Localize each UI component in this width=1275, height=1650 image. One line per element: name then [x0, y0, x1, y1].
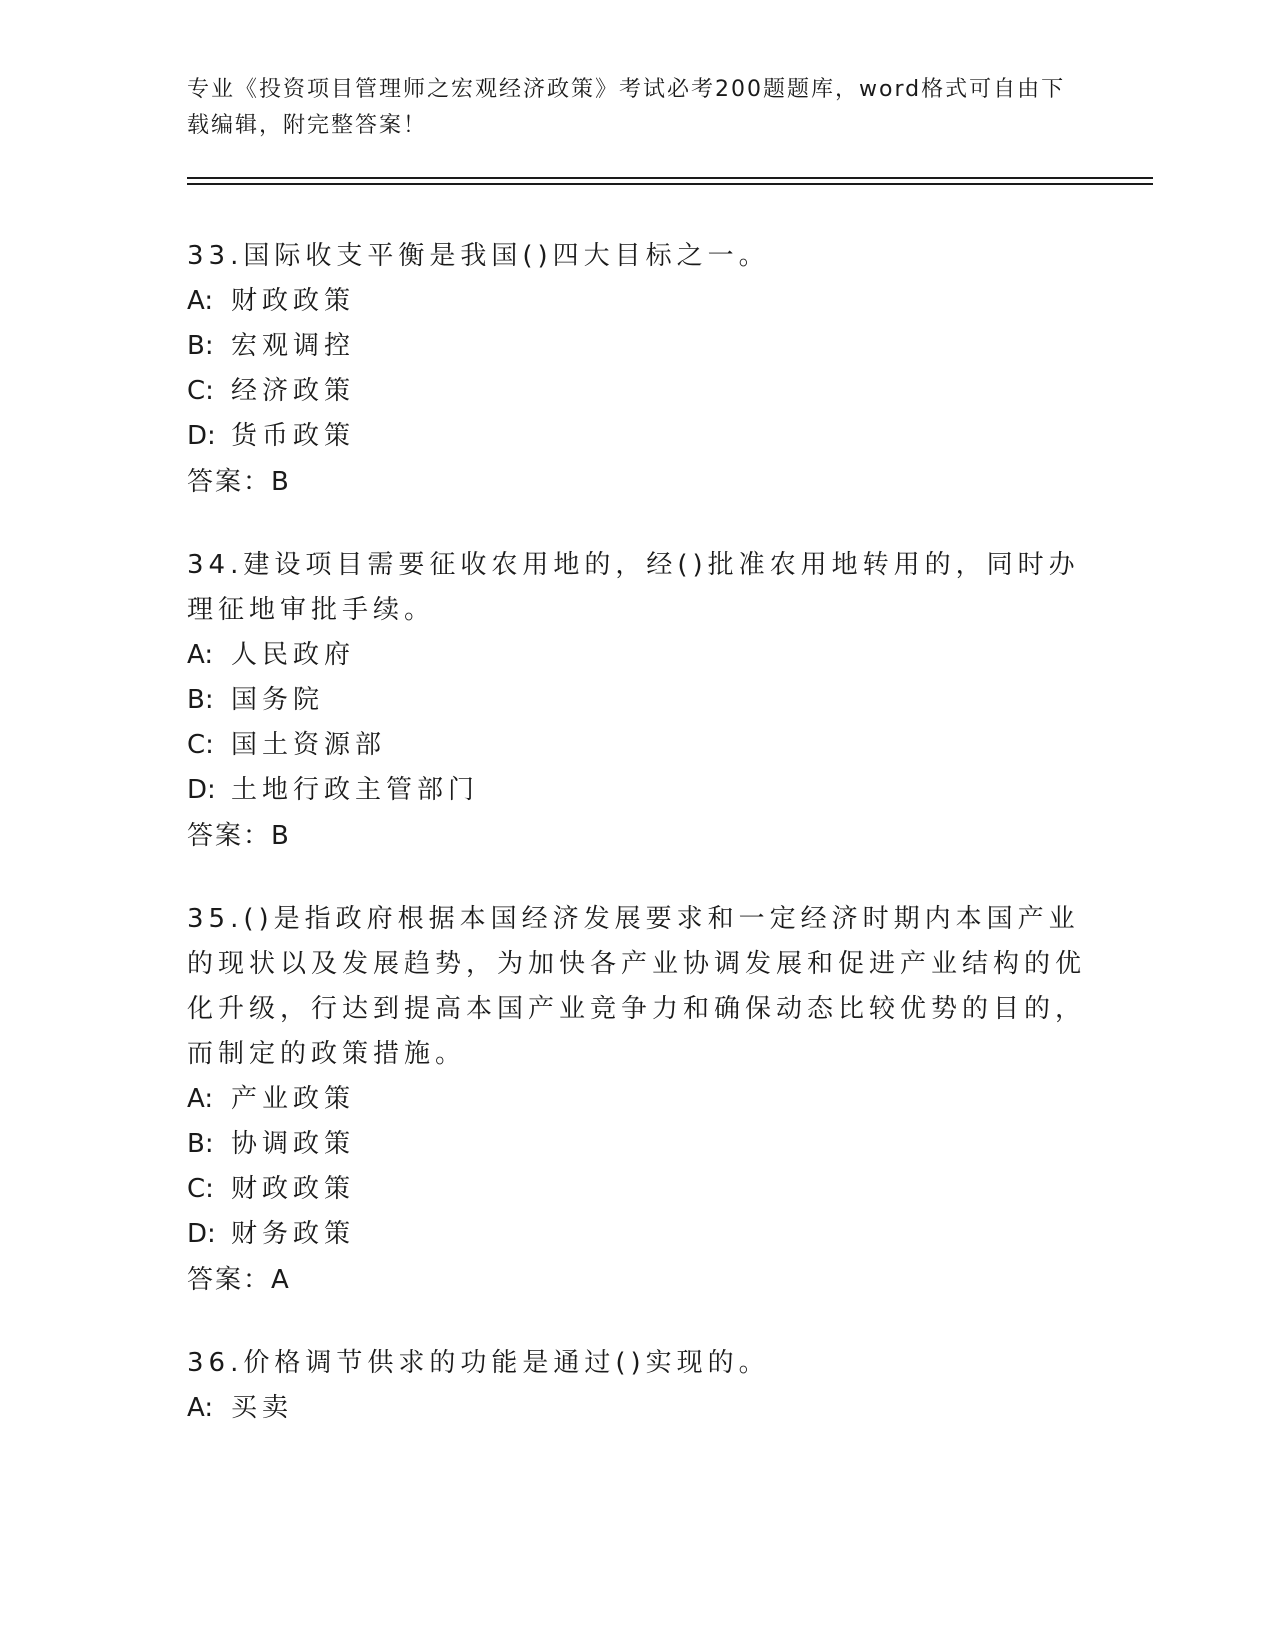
option-text: 土地行政主管部门	[231, 775, 480, 805]
option-a	[187, 1386, 1087, 1431]
option-text: 国土资源部	[231, 730, 387, 760]
header-divider-top	[187, 177, 1153, 179]
question-36	[187, 1341, 1087, 1431]
option-c	[187, 1167, 1087, 1212]
option-c	[187, 723, 1087, 768]
option-a	[187, 1077, 1087, 1122]
option-text: 人民政府	[231, 640, 356, 670]
question-list	[187, 234, 1087, 1469]
question-text: 36.价格调节供求的功能是通过()实现的。	[187, 1348, 770, 1378]
option-text: 宏观调控	[231, 331, 356, 361]
option-letter: C:	[187, 1174, 214, 1204]
option-b	[187, 678, 1087, 723]
option-text: 产业政策	[231, 1084, 356, 1114]
question-text: 35.()是指政府根据本国经济发展要求和一定经济时期内本国产业的现状以及发展趋势，为加快各产业协调发展和促进产业结构的优化升级，行达到提高本国产业竞争力和确保动态比较优势的目的，而制定的政策措施。	[187, 904, 1087, 1069]
option-text: 买卖	[231, 1393, 294, 1423]
document-header: 专业《投资项目管理师之宏观经济政策》考试必考200题题库，word格式可自由下载编辑，附完整答案！	[187, 77, 1066, 138]
option-text: 经济政策	[231, 376, 356, 406]
option-letter: A:	[187, 1084, 214, 1114]
option-text: 国务院	[231, 685, 325, 715]
option-letter: B:	[187, 685, 214, 715]
option-c	[187, 369, 1087, 414]
header-divider-bottom	[187, 183, 1153, 185]
option-d	[187, 768, 1087, 813]
question-35	[187, 897, 1087, 1303]
option-letter: A:	[187, 640, 214, 670]
option-text: 财政政策	[231, 286, 356, 316]
option-d	[187, 414, 1087, 459]
option-letter: C:	[187, 376, 214, 406]
answer-line: 答案：B	[187, 821, 291, 851]
option-letter: D:	[187, 421, 216, 451]
answer-line: 答案：A	[187, 1265, 291, 1295]
option-letter: B:	[187, 331, 214, 361]
question-text: 33.国际收支平衡是我国()四大目标之一。	[187, 241, 770, 271]
option-text: 货币政策	[231, 421, 356, 451]
question-33	[187, 234, 1087, 505]
option-text: 财务政策	[231, 1219, 356, 1249]
answer-line: 答案：B	[187, 467, 291, 497]
option-b	[187, 324, 1087, 369]
option-text: 协调政策	[231, 1129, 356, 1159]
option-text: 财政政策	[231, 1174, 356, 1204]
option-b	[187, 1122, 1087, 1167]
option-letter: A:	[187, 1393, 214, 1423]
option-d	[187, 1212, 1087, 1257]
option-letter: C:	[187, 730, 214, 760]
option-a	[187, 633, 1087, 678]
question-34	[187, 543, 1087, 859]
option-letter: D:	[187, 775, 216, 805]
question-text: 34.建设项目需要征收农用地的，经()批准农用地转用的，同时办理征地审批手续。	[187, 550, 1080, 625]
option-letter: D:	[187, 1219, 216, 1249]
option-letter: A:	[187, 286, 214, 316]
option-a	[187, 279, 1087, 324]
option-letter: B:	[187, 1129, 214, 1159]
